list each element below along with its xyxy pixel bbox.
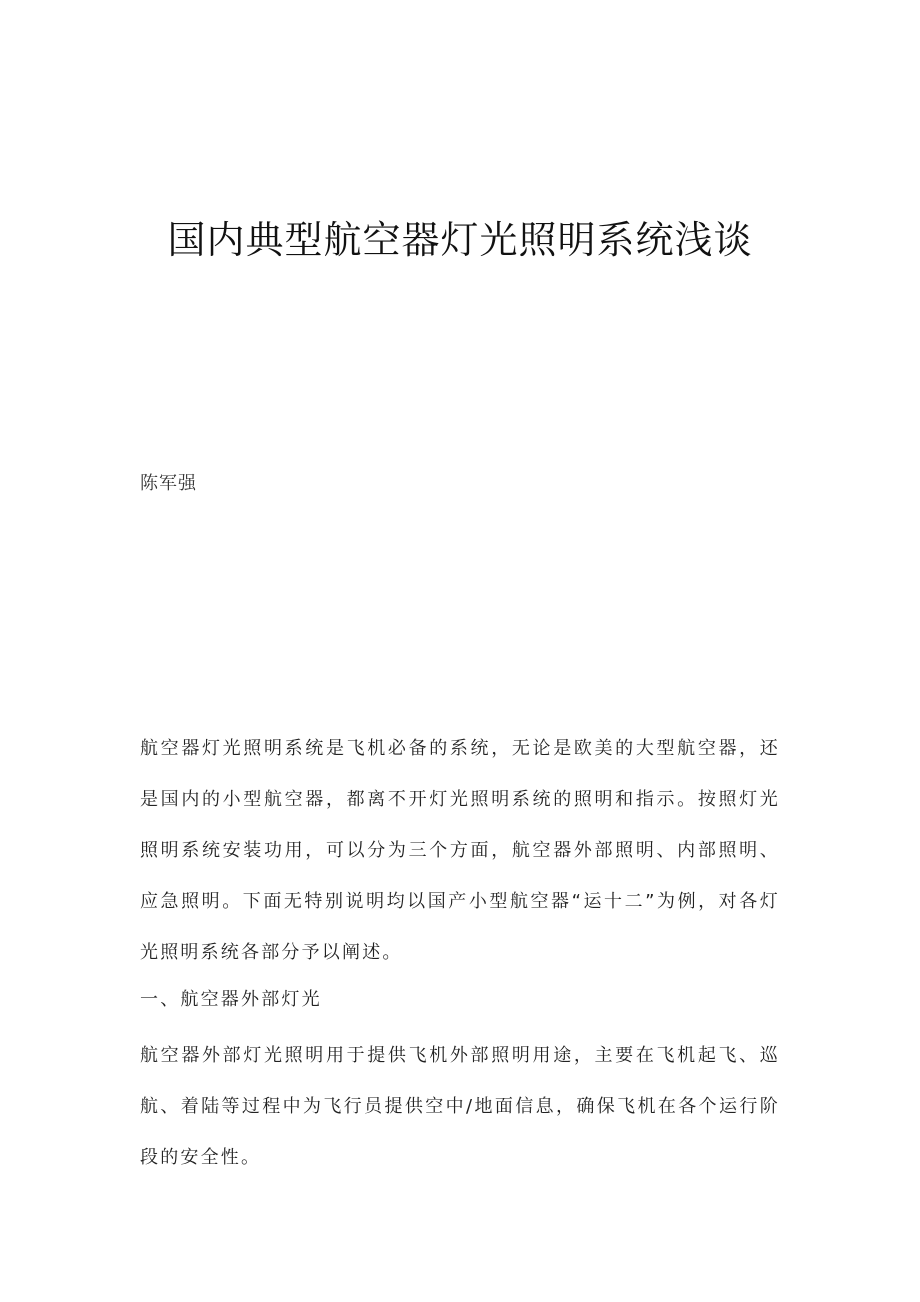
- section-paragraph: 航空器外部灯光照明用于提供飞机外部照明用途，主要在飞机起飞、巡航、着陆等过程中为飞行员提供空中/地面信息，确保飞机在各个运行阶段的安全性。: [140, 1045, 780, 1168]
- intro-paragraph: 航空器灯光照明系统是飞机必备的系统，无论是欧美的大型航空器，还是国内的小型航空器，都离不开灯光照明系统的照明和指示。按照灯光照明系统安装功用，可以分为三个方面，航空器外部照明、内部照明、应急照明。下面无特别说明均以国产小型航空器“运十二”为例，对各灯光照明系统各部分予以阐述。: [140, 738, 780, 963]
- section-heading: 一、航空器外部灯光: [140, 989, 322, 1010]
- author-name: 陈军强: [140, 473, 197, 494]
- page-title: 国内典型航空器灯光照明系统浅谈: [167, 218, 753, 262]
